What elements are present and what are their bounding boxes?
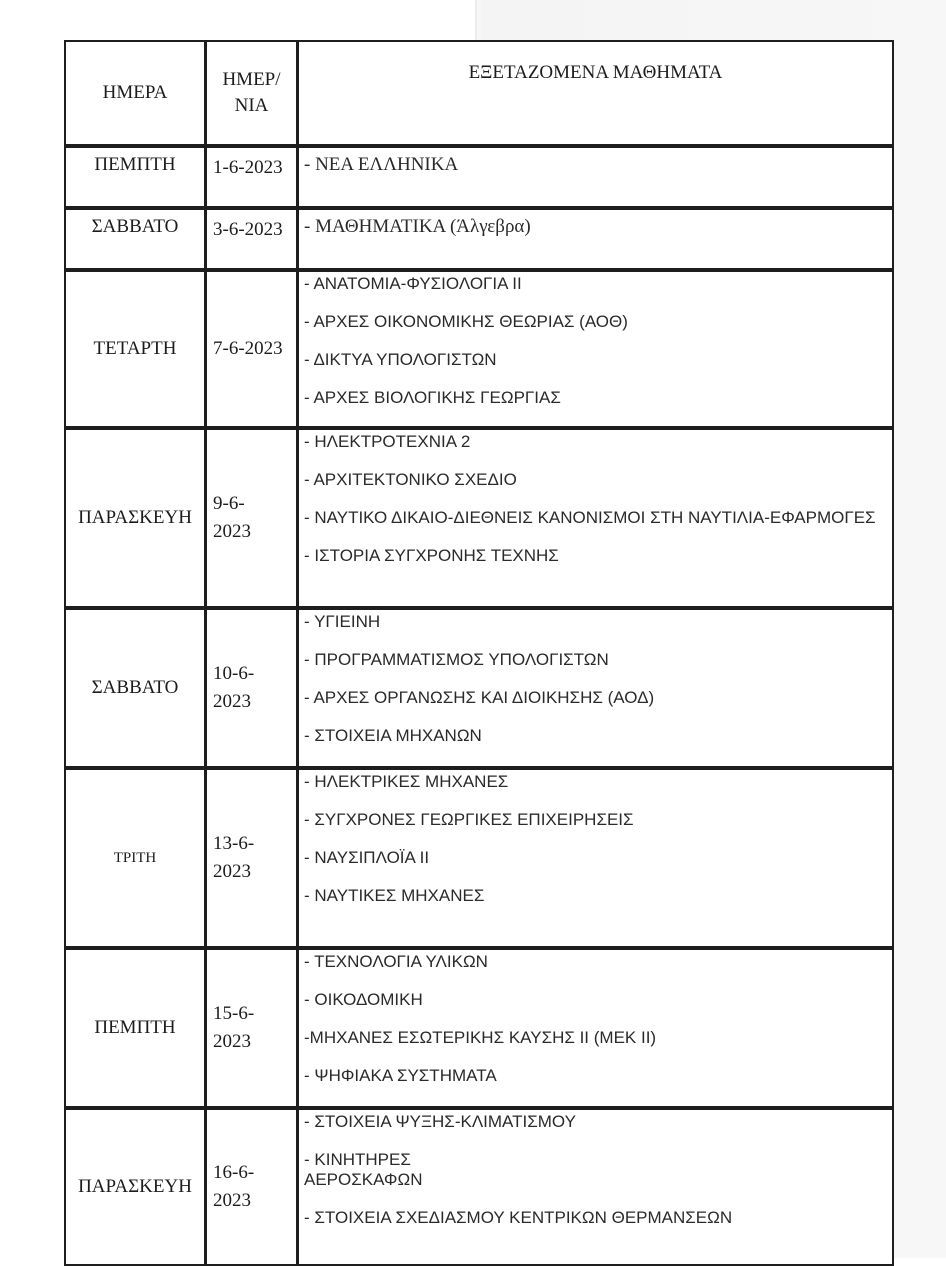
row-subjects <box>296 606 892 766</box>
row-date: 3-6-2023 <box>204 206 296 268</box>
subject-item: - ΥΓΙΕΙΝΗ <box>304 612 381 631</box>
row-day: ΣΑΒΒΑΤΟ <box>66 606 204 766</box>
row-date: 1-6-2023 <box>204 144 296 206</box>
subject-item: - ΔΙΚΤΥΑ ΥΠΟΛΟΓΙΣΤΩΝ <box>304 350 497 369</box>
table-row <box>66 1106 892 1264</box>
subject-item: - ΟΙΚΟΔΟΜΙΚΗ <box>304 990 423 1009</box>
subject-item: - ΜΑΘΗΜΑΤΙΚΑ (Άλγεβρα) <box>304 216 531 237</box>
subject-item: - ΑΝΑΤΟΜΙΑ-ΦΥΣΙΟΛΟΓΙΑ ΙΙ <box>304 274 522 293</box>
row-date <box>204 1106 296 1264</box>
subject-item: - ΑΡΧΕΣ ΒΙΟΛΟΓΙΚΗΣ ΓΕΩΡΓΙΑΣ <box>304 388 561 407</box>
row-date-line-1: 16-6- <box>213 1162 255 1183</box>
subject-item: -ΜΗΧΑΝΕΣ ΕΣΩΤΕΡΙΚΗΣ ΚΑΥΣΗΣ ΙΙ (ΜΕΚ ΙΙ) <box>304 1028 657 1047</box>
exam-schedule-table <box>64 40 894 1266</box>
table-row <box>66 606 892 766</box>
header-date-line-1: ΗΜΕΡ/ <box>222 69 281 90</box>
table-row <box>66 144 892 206</box>
row-date <box>204 946 296 1106</box>
row-subjects <box>296 144 892 206</box>
subject-item: - ΑΡΧΕΣ ΟΡΓΑΝΩΣΗΣ ΚΑΙ ΔΙΟΙΚΗΣΗΣ (ΑΟΔ) <box>304 688 655 707</box>
subject-item: - ΝΑΥΤΙΚΕΣ ΜΗΧΑΝΕΣ <box>304 886 485 905</box>
row-subjects <box>296 426 892 606</box>
subject-item: - ΨΗΦΙΑΚΑ ΣΥΣΤΗΜΑΤΑ <box>304 1066 497 1085</box>
subject-item: - ΝΕΑ ΕΛΛΗΝΙΚΑ <box>304 154 459 175</box>
row-day: ΠΕΜΠΤΗ <box>66 144 204 206</box>
row-day: ΤΡΙΤΗ <box>66 766 204 946</box>
subject-item: - ΣΤΟΙΧΕΙΑ ΨΥΞΗΣ-ΚΛΙΜΑΤΙΣΜΟΥ <box>304 1112 576 1131</box>
subject-item: - ΠΡΟΓΡΑΜΜΑΤΙΣΜΟΣ ΥΠΟΛΟΓΙΣΤΩΝ <box>304 650 609 669</box>
table-row <box>66 206 892 268</box>
row-date-line-2: 2023 <box>213 691 251 712</box>
subject-item: - ΣΤΟΙΧΕΙΑ ΣΧΕΔΙΑΣΜΟΥ ΚΕΝΤΡΙΚΩΝ ΘΕΡΜΑΝΣΕΩΝ <box>304 1208 733 1227</box>
row-day: ΤΕΤΑΡΤΗ <box>66 268 204 426</box>
table-row <box>66 426 892 606</box>
header-subjects: ΕΞΕΤΑΖΟΜΕΝΑ ΜΑΘΗΜΑΤΑ <box>296 42 892 144</box>
row-subjects <box>296 946 892 1106</box>
subject-item: - ΗΛΕΚΤΡΙΚΕΣ ΜΗΧΑΝΕΣ <box>304 772 509 791</box>
row-date-line-2: 2023 <box>213 521 251 542</box>
subject-item: - ΤΕΧΝΟΛΟΓΙΑ ΥΛΙΚΩΝ <box>304 952 488 971</box>
subject-item: - ΙΣΤΟΡΙΑ ΣΥΓΧΡΟΝΗΣ ΤΕΧΝΗΣ <box>304 546 559 565</box>
header-date <box>204 42 296 144</box>
row-date-line-1: 15-6- <box>213 1003 255 1024</box>
row-date-line-2: 2023 <box>213 1190 251 1211</box>
row-subjects <box>296 766 892 946</box>
row-date-line-2: 2023 <box>213 1031 251 1052</box>
table-row <box>66 766 892 946</box>
subject-item: - ΑΡΧΙΤΕΚΤΟΝΙΚΟ ΣΧΕΔΙΟ <box>304 470 517 489</box>
row-date <box>204 766 296 946</box>
row-date-line-1: 10-6- <box>213 663 255 684</box>
subject-item: - ΝΑΥΣΙΠΛΟΪΑ ΙΙ <box>304 848 430 867</box>
row-date <box>204 426 296 606</box>
row-date <box>204 606 296 766</box>
row-date-line-1: 13-6- <box>213 833 255 854</box>
row-day: ΠΑΡΑΣΚΕΥΗ <box>66 426 204 606</box>
table-row <box>66 946 892 1106</box>
row-day: ΠΑΡΑΣΚΕΥΗ <box>66 1106 204 1264</box>
row-day: ΣΑΒΒΑΤΟ <box>66 206 204 268</box>
row-subjects <box>296 206 892 268</box>
subject-item: - ΑΡΧΕΣ ΟΙΚΟΝΟΜΙΚΗΣ ΘΕΩΡΙΑΣ (ΑΟΘ) <box>304 312 628 331</box>
header-date-line-2: ΝΙΑ <box>234 95 269 116</box>
subject-item: - ΚΙΝΗΤΗΡΕΣ ΑΕΡΟΣΚΑΦΩΝ <box>304 1150 423 1189</box>
subject-item: - ΣΤΟΙΧΕΙΑ ΜΗΧΑΝΩΝ <box>304 726 482 745</box>
row-day: ΠΕΜΠΤΗ <box>66 946 204 1106</box>
subject-item: - ΝΑΥΤΙΚΟ ΔΙΚΑΙΟ-ΔΙΕΘΝΕΙΣ ΚΑΝΟΝΙΣΜΟΙ ΣΤΗ ΝΑΥΤΙΛΙΑ-ΕΦΑΡΜΟΓΕΣ <box>304 508 876 527</box>
subject-item: - ΗΛΕΚΤΡΟΤΕΧΝΙΑ 2 <box>304 432 471 451</box>
table-row <box>66 268 892 426</box>
subject-item: - ΣΥΓΧΡΟΝΕΣ ΓΕΩΡΓΙΚΕΣ ΕΠΙΧΕΙΡΗΣΕΙΣ <box>304 810 634 829</box>
row-subjects <box>296 1106 892 1264</box>
row-date: 7-6-2023 <box>204 268 296 426</box>
row-subjects <box>296 268 892 426</box>
row-date-line-2: 2023 <box>213 861 251 882</box>
row-date-line-1: 9-6- <box>213 493 245 514</box>
table-header-row <box>66 42 892 144</box>
header-day: ΗΜΕΡΑ <box>102 82 168 103</box>
